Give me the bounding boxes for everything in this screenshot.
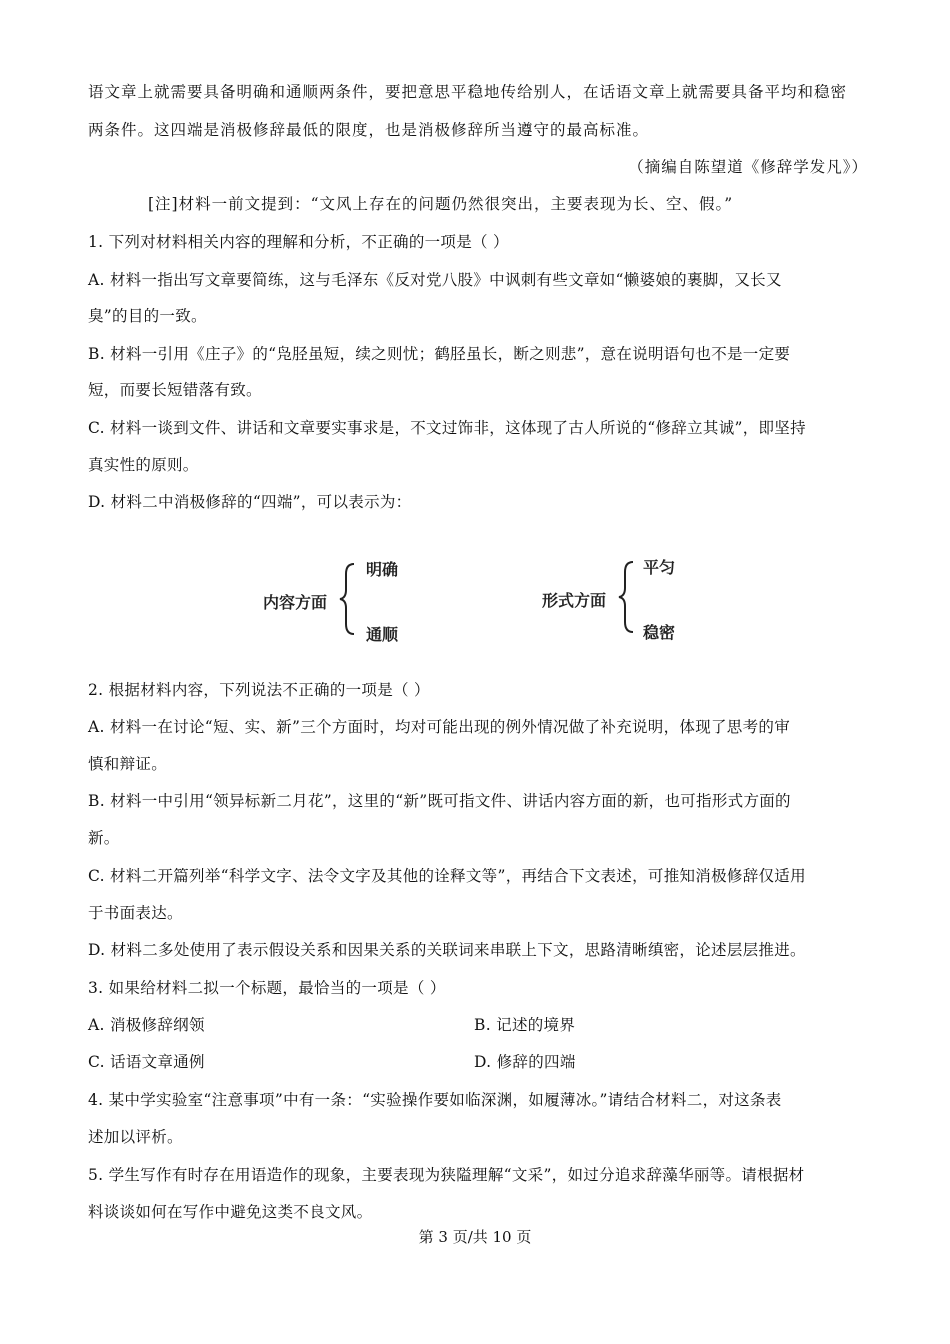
diagram-left-bottom: 通顺 — [366, 625, 399, 644]
q1-option-b-line1: B. 材料一引用《庄子》的“凫胫虽短，续之则忧；鹤胫虽长，断之则悲”，意在说明语句也不是一定要 — [88, 345, 791, 363]
q2-option-d-line1: D. 材料二多处使用了表示假设关系和因果关系的关联词来串联上下文，思路清晰缜密，论述层层推进。 — [88, 941, 806, 959]
q3-option-d: D. 修辞的四端 — [474, 1053, 576, 1071]
q1-option-b-line2: 短，而要长短错落有致。 — [88, 381, 262, 399]
q2-stem: 2. 根据材料内容，下列说法不正确的一项是（ ） — [88, 681, 430, 699]
q1-stem: 1. 下列对材料相关内容的理解和分析，不正确的一项是（ ） — [88, 233, 509, 251]
right-brace-icon — [613, 558, 639, 636]
q2-option-c-line2: 于书面表达。 — [88, 904, 183, 922]
q3-option-a: A. 消极修辞纲领 — [88, 1016, 205, 1034]
q2-option-c-line1: C. 材料二开篇列举“科学文字、法令文字及其他的诠释文等”，再结合下文表述，可推知消极修辞仅适用 — [88, 867, 806, 885]
q3-stem: 3. 如果给材料二拟一个标题，最恰当的一项是（ ） — [88, 979, 446, 997]
q3-option-b: B. 记述的境界 — [474, 1016, 576, 1034]
q4-line-2: 述加以评析。 — [88, 1128, 183, 1146]
q1-option-a-line2: 臭”的目的一致。 — [88, 307, 207, 325]
q2-option-b-line2: 新。 — [88, 829, 120, 847]
passage-line-1: 语文章上就需要具备明确和通顺两条件，要把意思平稳地传给别人，在话语文章上就需要具备平均和稳密 — [88, 83, 848, 101]
passage-note: [注]材料一前文提到：“文风上存在的问题仍然很突出，主要表现为长、空、假。” — [148, 195, 734, 213]
diagram-right-bottom: 稳密 — [643, 623, 676, 642]
q2-option-a-line1: A. 材料一在讨论“短、实、新”三个方面时，均对可能出现的例外情况做了补充说明，体现了思考的审 — [88, 718, 790, 736]
q1-option-a-line1: A. 材料一指出写文章要简练，这与毛泽东《反对党八股》中讽刺有些文章如“懒婆娘的裹脚，又长又 — [88, 271, 782, 289]
diagram-right-label: 形式方面 — [542, 591, 607, 610]
q1-option-c-line1: C. 材料一谈到文件、讲话和文章要实事求是，不文过饰非，这体现了古人所说的“修辞立其诚”，即坚持 — [88, 419, 806, 437]
q3-option-c: C. 话语文章通例 — [88, 1053, 205, 1071]
q4-line-1: 4. 某中学实验室“注意事项”中有一条：“实验操作要如临深渊，如履薄冰。”请结合材料二，对这条表 — [88, 1091, 782, 1109]
q2-option-a-line2: 慎和辩证。 — [88, 755, 168, 773]
q2-option-b-line1: B. 材料一中引用“领异标新二月花”，这里的“新”既可指文件、讲话内容方面的新，也可指形式方面的 — [88, 792, 791, 810]
diagram-left-top: 明确 — [366, 560, 399, 579]
q1-option-d-line1: D. 材料二中消极修辞的“四端”，可以表示为： — [88, 493, 412, 511]
q1-option-c-line2: 真实性的原则。 — [88, 456, 199, 474]
passage-line-2: 两条件。这四端是消极修辞最低的限度，也是消极修辞所当遵守的最高标准。 — [88, 121, 650, 139]
diagram-left-label: 内容方面 — [263, 593, 328, 612]
passage-source: （摘编自陈望道《修辞学发凡》） — [628, 158, 868, 176]
diagram-right-top: 平匀 — [643, 558, 676, 577]
q5-line-1: 5. 学生写作有时存在用语造作的现象，主要表现为狭隘理解“文采”，如过分追求辞藻华丽等。请根据材 — [88, 1166, 805, 1184]
left-brace-icon — [334, 560, 360, 638]
page-footer: 第 3 页/共 10 页 — [418, 1228, 532, 1246]
q5-line-2: 料谈谈如何在写作中避免这类不良文风。 — [88, 1203, 373, 1221]
